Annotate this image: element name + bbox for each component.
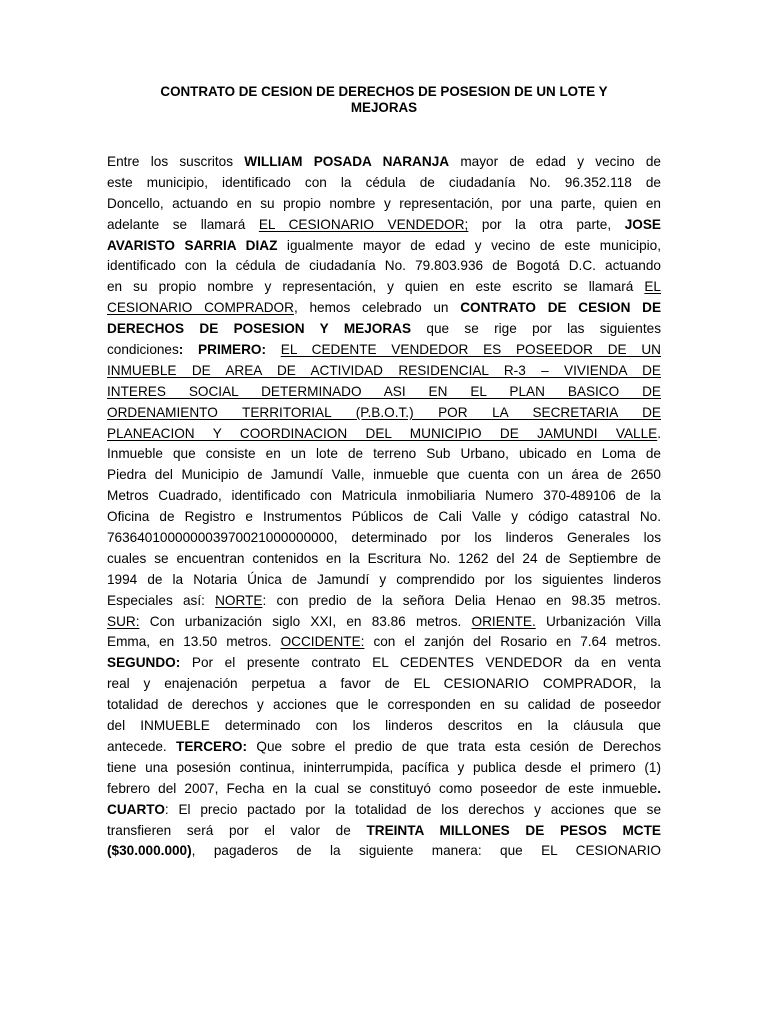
body-line: [107, 486, 661, 507]
body-text-run: Especiales así:: [107, 592, 216, 608]
bold-text: ($30.000.000): [107, 843, 192, 859]
underlined-text: ORDENAMIENTO TERRITORIAL (P.B.O.T.) POR LA SECRETARIA DE: [107, 404, 661, 420]
body-text-run: identificado con la cédula de ciudadanía No. 79.803.936 de Bogotá D.C. actuando: [107, 258, 661, 274]
underlined-text: NORTE: [215, 592, 263, 608]
body-text-run: : El precio pactado por la totalidad de los derechos y acciones que se: [164, 801, 661, 817]
body-line: [107, 549, 661, 570]
body-text-run: Metros Cuadrado, identificado con Matricula inmobiliaria Numero 370-489106 de la: [107, 488, 661, 504]
body-line: [107, 528, 661, 549]
body-text-run: febrero del 2007, Fecha en la cual se constituyó como poseedor de este inmueble: [107, 780, 658, 796]
body-text-run: adelante se llamará: [107, 216, 259, 232]
body-text-run: Doncello, actuando en su propio nombre y representación, por una parte, quien en: [107, 195, 661, 211]
body-text-run: , hemos celebrado un: [293, 300, 461, 316]
body-text-run: Con urbanización siglo XXI, en 83.86 metros.: [139, 613, 472, 629]
body-text-run: .: [657, 425, 661, 441]
body-line: [107, 277, 661, 298]
body-line: [107, 173, 661, 194]
bold-text: SEGUNDO:: [107, 655, 181, 671]
body-text-run: por la otra parte,: [468, 216, 625, 232]
body-line: [107, 444, 661, 465]
body-line: [107, 737, 661, 758]
body-text-run: en su propio nombre y representación, y quien en este escrito se llamará: [107, 279, 645, 295]
body-text-run: este municipio, identificado con la cédula de ciudadanía No. 96.352.118 de: [107, 174, 661, 190]
body-text-run: Piedra del Municipio de Jamundí Valle, inmueble que cuenta con un área de 2650: [107, 467, 661, 483]
body-line: [107, 298, 661, 319]
body-text-run: real y enajenación perpetua a favor de EL CESIONARIO COMPRADOR, la: [107, 676, 661, 692]
body-line: [107, 758, 661, 779]
body-text-run: tiene una posesión continua, ininterrumpida, pacífica y publica desde el primero (1): [107, 759, 661, 775]
underlined-text: CESIONARIO COMPRADOR: [107, 300, 294, 316]
body-line: [107, 821, 661, 842]
body-text-run: Emma, en 13.50 metros.: [107, 634, 281, 650]
body-text-run: cuales se encuentran contenidos en la Escritura No. 1262 del 24 de Septiembre de: [107, 550, 661, 566]
body-line: [107, 319, 661, 340]
underlined-text: EL CESIONARIO VENDEDOR;: [258, 216, 469, 232]
underlined-text: EL: [644, 279, 661, 295]
body-line: [107, 361, 661, 382]
body-line: [107, 403, 661, 424]
body-line: [107, 716, 661, 737]
body-line: [107, 612, 661, 633]
body-line: [107, 152, 661, 173]
body-text-run: , pagaderos de la siguiente manera: que EL CESIONARIO: [191, 843, 661, 859]
body-line: [107, 653, 661, 674]
bold-text: TREINTA MILLONES DE PESOS MCTE: [366, 822, 661, 838]
body-text-run: Por el presente contrato EL CEDENTES VENDEDOR da en venta: [180, 655, 661, 671]
title-line-1: CONTRATO DE CESION DE DERECHOS DE POSESION DE UN LOTE Y: [160, 84, 608, 99]
body-text-run: Inmueble que consiste en un lote de terreno Sub Urbano, ubicado en Loma de: [107, 446, 661, 462]
body-text-run: que se rige por las siguientes: [411, 321, 661, 337]
body-text-run: Urbanización Villa: [535, 613, 661, 629]
bold-text: AVARISTO SARRIA DIAZ: [107, 237, 278, 253]
body-text-run: Entre los suscritos: [107, 154, 245, 169]
body-text-run: igualmente mayor de edad y vecino de este municipio,: [277, 237, 661, 253]
body-line: [107, 236, 661, 257]
underlined-text: INMUEBLE DE AREA DE ACTIVIDAD RESIDENCIAL R-3 – VIVIENDA DE: [107, 362, 661, 378]
contract-body: [107, 152, 661, 862]
underlined-text: OCCIDENTE:: [280, 634, 365, 650]
bold-text: : PRIMERO:: [178, 342, 267, 358]
body-text-run: [266, 342, 281, 357]
bold-text: WILLIAM POSADA NARANJA: [244, 154, 450, 169]
body-line: [107, 340, 661, 361]
body-text-run: Oficina de Registro e Instrumentos Públicos de Cali Valle y código catastral No.: [107, 509, 661, 525]
underlined-text: EL CEDENTE VENDEDOR ES POSEEDOR DE UN: [280, 342, 661, 358]
body-line: [107, 424, 661, 445]
underlined-text: INTERES SOCIAL DETERMINADO ASI EN EL PLAN BASICO DE: [107, 383, 661, 399]
body-line: [107, 465, 661, 486]
body-text-run: antecede.: [107, 738, 177, 754]
body-line: [107, 695, 661, 716]
body-text-run: : con predio de la señora Delia Henao en 98.35 metros.: [262, 592, 661, 608]
body-text-run: mayor de edad y vecino de: [449, 154, 661, 169]
bold-text: DERECHOS DE POSESION Y MEJORAS: [107, 321, 412, 337]
body-text-run: con el zanjón del Rosario en 7.64 metros.: [364, 634, 661, 650]
underlined-text: ORIENTE.: [471, 613, 536, 629]
bold-text: CUARTO: [107, 801, 165, 817]
body-text-run: del INMUEBLE determinado con los linderos descritos en la cláusula que: [107, 718, 661, 734]
bold-text: JOSE: [624, 216, 661, 232]
body-line: [107, 800, 661, 821]
body-text-run: Que sobre el predio de que trata esta cesión de Derechos: [247, 738, 661, 754]
body-text-run: transfieren será por el valor de: [107, 822, 367, 838]
body-text-run: 763640100000003970021000000000, determinado por los linderos Generales los: [107, 530, 661, 546]
title-line-2: MEJORAS: [350, 100, 418, 115]
body-line: [107, 779, 661, 800]
body-line: [107, 591, 661, 612]
bold-text: CONTRATO DE CESION DE: [460, 300, 662, 316]
underlined-text: PLANEACION Y COORDINACION DEL MUNICIPIO DE JAMUNDI VALLE: [107, 425, 658, 441]
body-text-run: condiciones: [107, 342, 179, 358]
bold-text: .: [657, 780, 661, 796]
body-line: [107, 256, 661, 277]
body-line: [107, 215, 661, 236]
body-text-run: 1994 de la Notaria Única de Jamundí y comprendido por los siguientes linderos: [107, 571, 661, 587]
body-line: [107, 194, 661, 215]
body-text-run: totalidad de derechos y acciones que le corresponden en su calidad de poseedor: [107, 697, 661, 713]
body-line: [107, 674, 661, 695]
body-line: [107, 382, 661, 403]
document-title: [106, 84, 662, 116]
body-line: [107, 632, 661, 653]
body-line: [107, 570, 661, 591]
underlined-text: SUR:: [107, 613, 140, 629]
body-line: [107, 841, 661, 862]
bold-text: TERCERO:: [176, 738, 248, 754]
body-line: [107, 507, 661, 528]
